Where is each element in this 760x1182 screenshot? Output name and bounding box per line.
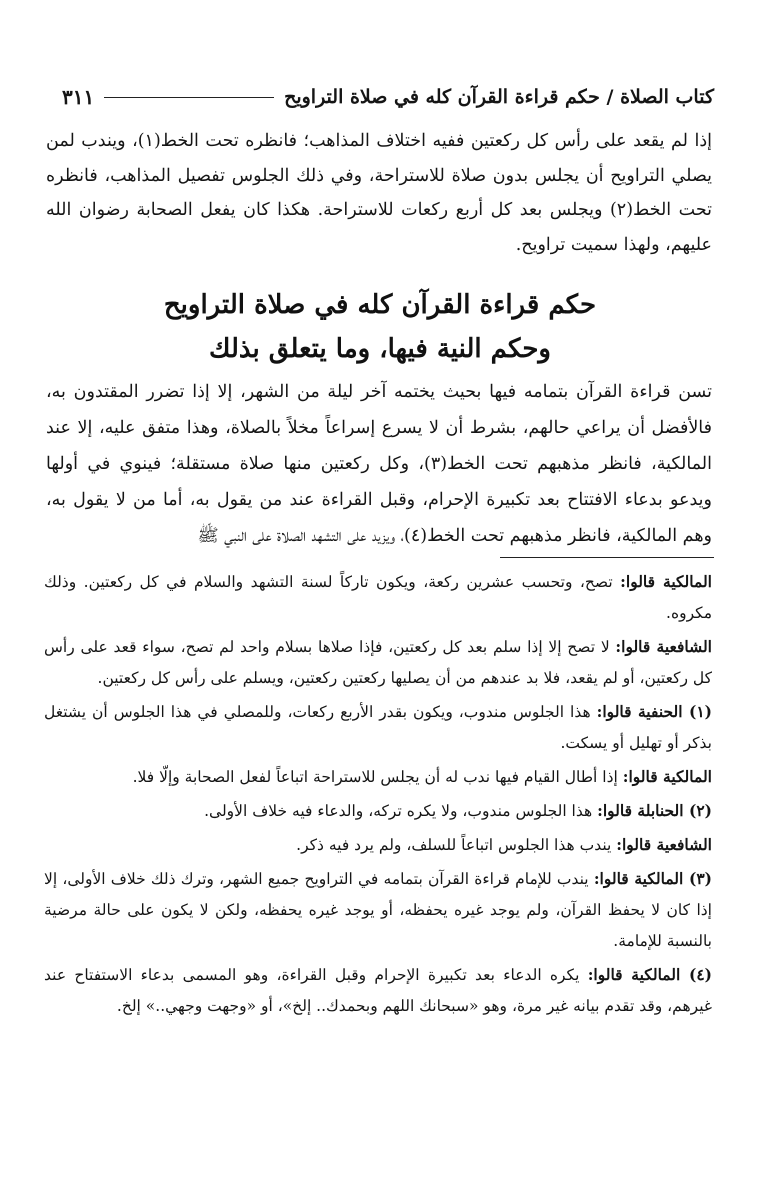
- footnote-label: (١) الحنفية قالوا:: [596, 702, 713, 721]
- footnote-label: (٢) الحنابلة قالوا:: [597, 801, 712, 820]
- footnote-text: يندب هذا الجلوس اتباعاً للسلف، ولم يرد فيه ذكر.: [296, 836, 617, 854]
- footnote-text: تصح، وتحسب عشرين ركعة، ويكون تاركاً لسنة التشهد والسلام في كل ركعتين. وذلك مكروه.: [44, 573, 712, 622]
- section-heading: [0, 283, 760, 371]
- main-paragraph: تسن قراءة القرآن بتمامه فيها بحيث يختمه آخر ليلة من الشهر، إلا إذا تضرر المقتدون به، فالأفضل أن يراعي حالهم، بشرط أن لا يسرع إسراعاً مخلاً بالصلاة، وهذا متفق عليه، إلا عند المالكية، فانظر مذهبهم تحت الخط(٣)، وكل ركعتين منها صلاة مستقلة؛ فينوي في أولها ويدعو بدعاء الافتتاح بعد تكبيرة الإحرام، وقبل القراءة عند من يقول به، أما من لا يقول به، وهم المالكية، فانظر مذهبهم تحت الخط(٤)، ويزيد على التشهد الصلاة على النبي ﷺ: [46, 382, 712, 546]
- footnote: [44, 761, 712, 793]
- header-title: كتاب الصلاة / حكم قراءة القرآن كله في صلاة التراويح: [284, 86, 714, 108]
- footnote-text: هذا الجلوس مندوب، ولا يكره تركه، والدعاء فيه خلاف الأولى.: [204, 802, 598, 820]
- footnotes: [44, 566, 712, 1024]
- footnote: [44, 631, 712, 694]
- footnote-separator: [500, 557, 714, 558]
- footnote-text: هذا الجلوس مندوب، ويكون بقدر الأربع ركعات، وللمصلي في هذا الجلوس أن يشتغل بذكر أو تهليل أو يسكت.: [44, 703, 712, 752]
- footnote: [44, 959, 712, 1022]
- section-heading-line-1: حكم قراءة القرآن كله في صلاة التراويح: [163, 290, 597, 320]
- footnote: [44, 829, 712, 861]
- footnote: [44, 696, 712, 759]
- footnote-text: يندب للإمام قراءة القرآن بتمامه في التراويح جميع الشهر، وترك ذلك خلاف الأولى، إلا إذا كان لا يحفظ القرآن، ولم يوجد غيره يحفظه، أو يوجد غيره يحفظه، ولكن لا يكون على حالة مرضية بالنسبة للإمامة.: [44, 870, 712, 950]
- footnote-text: يكره الدعاء بعد تكبيرة الإحرام وقبل القراءة، وهو المسمى بدعاء الاستفتاح عند غيرهم، وقد تقدم بيانه غير مرة، وهو «سبحانك اللهم وبحمدك.. إلخ»، أو «وجهت وجهي..» إلخ.: [44, 966, 712, 1015]
- footnote: [44, 795, 712, 827]
- footnote: [44, 566, 712, 629]
- footnote-label: المالكية قالوا:: [620, 572, 712, 591]
- footnote-label: الشافعية قالوا:: [615, 637, 712, 656]
- page-number: ٣١١: [62, 85, 95, 109]
- footnote-text: لا تصح إلا إذا سلم بعد كل ركعتين، فإذا صلاها بسلام واحد لم تصح، سواء قعد على رأس كل ركعتين، أو لم يقعد، فلا بد عندهم من أن يصليها ركعتين ركعتين، ويسلم على رأس كل ركعتين.: [44, 638, 712, 687]
- footnote: [44, 863, 712, 957]
- footnote-text: إذا أطال القيام فيها ندب له أن يجلس للاستراحة اتباعاً لفعل الصحابة وإلّا فلا.: [132, 768, 623, 786]
- header-rule: [104, 97, 274, 98]
- section-heading-line-2: وحكم النية فيها، وما يتعلق بذلك: [209, 334, 551, 364]
- footnote-label: الشافعية قالوا:: [616, 835, 712, 854]
- running-header: [62, 82, 714, 112]
- intro-paragraph: إذا لم يقعد على رأس كل ركعتين ففيه اختلاف المذاهب؛ فانظره تحت الخط(١)، ويندب لمن يصلي التراويح أن يجلس بدون صلاة للاستراحة، وفي ذلك الجلوس تفصيل المذاهب، فانظره تحت الخط(٢) ويجلس بعد كل أربع ركعات للاستراحة. هكذا كان يفعل الصحابة رضوان الله عليهم، ولهذا سميت تراويح.: [46, 131, 712, 255]
- footnote-label: (٤) المالكية قالوا:: [587, 965, 713, 984]
- footnote-label: المالكية قالوا:: [622, 767, 712, 786]
- footnote-label: (٣) المالكية قالوا:: [593, 869, 712, 888]
